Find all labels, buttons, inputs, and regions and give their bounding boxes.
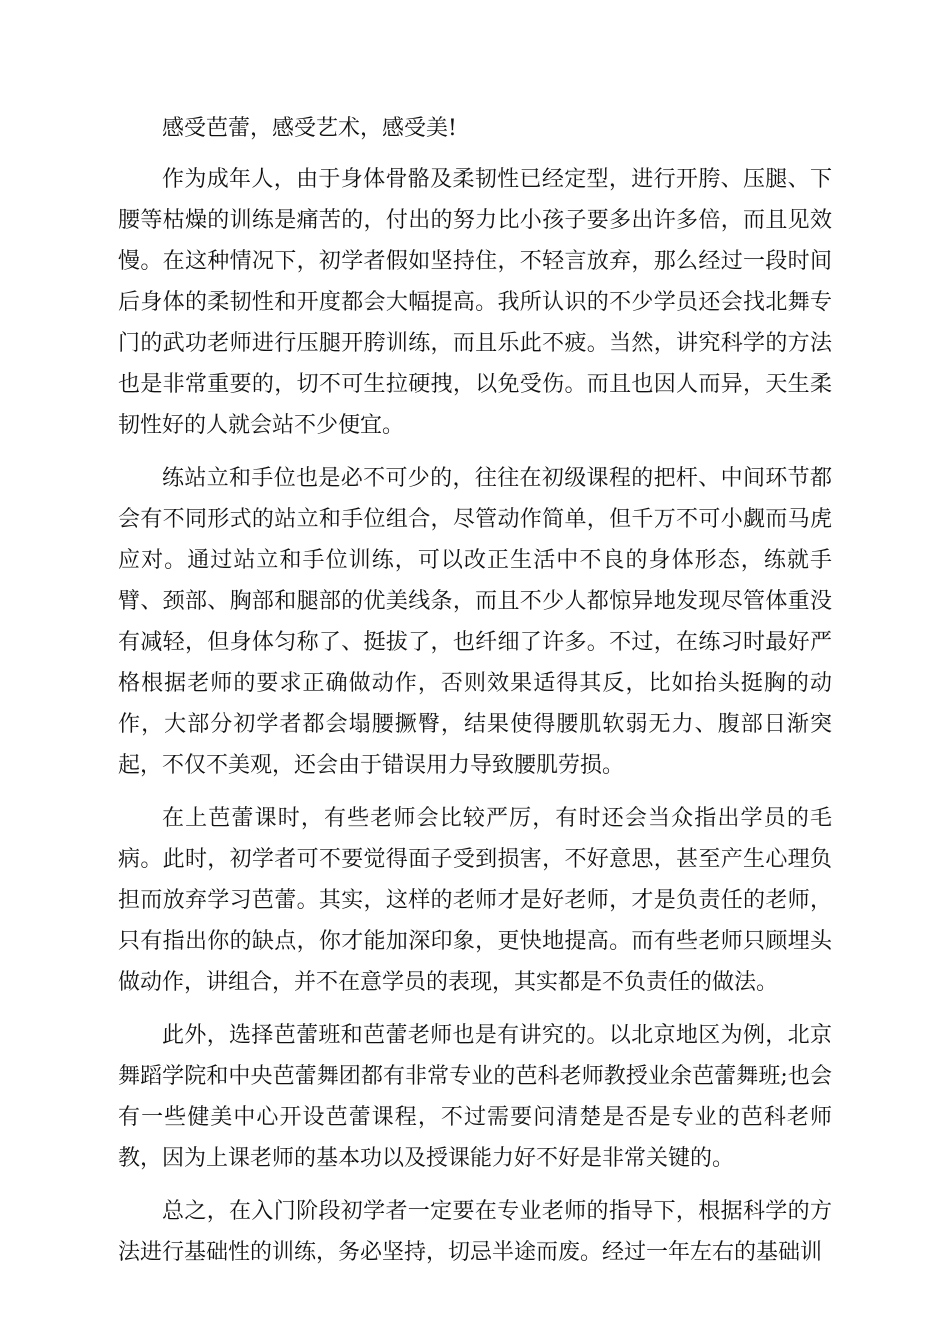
paragraph-choosing-class: 此外，选择芭蕾班和芭蕾老师也是有讲究的。以北京地区为例，北京舞蹈学院和中央芭蕾舞团都有非常专业的芭科老师教授业余芭蕾舞班;也会有一些健美中心开设芭蕾课程，不过需要问清楚是否是专业的芭科老师教，因为上课老师的基本功以及授课能力好不好是非常关键的。 bbox=[118, 1023, 832, 1171]
paragraph-standing-arm-positions: 练站立和手位也是必不可少的，往往在初级课程的把杆、中间环节都会有不同形式的站立和手位组合，尽管动作简单，但千万不可小觑而马虎应对。通过站立和手位训练，可以改正生活中不良的身体形态，练就手臂、颈部、胸部和腿部的优美线条，而且不少人都惊异地发现尽管体重没有减轻，但身体匀称了、挺拔了，也纤细了许多。不过，在练习时最好严格根据老师的要求正确做动作，否则效果适得其反，比如抬头挺胸的动作，大部分初学者都会塌腰撅臀，结果使得腰肌软弱无力、腹部日渐突起，不仅不美观，还会由于错误用力导致腰肌劳损。 bbox=[118, 466, 832, 778]
paragraph-conclusion: 总之，在入门阶段初学者一定要在专业老师的指导下，根据科学的方法进行基础性的训练，务必坚持，切忌半途而废。经过一年左右的基础训 bbox=[118, 1199, 832, 1265]
paragraph-strict-teachers: 在上芭蕾课时，有些老师会比较严厉，有时还会当众指出学员的毛病。此时，初学者可不要觉得面子受到损害，不好意思，甚至产生心理负担而放弃学习芭蕾。其实，这样的老师才是好老师，才是负责任的老师，只有指出你的缺点，你才能加深印象，更快地提高。而有些老师只顾埋头做动作，讲组合，并不在意学员的表现，其实都是不负责任的做法。 bbox=[118, 806, 832, 995]
article-body bbox=[118, 108, 832, 1285]
paragraph-heading-line: 感受芭蕾，感受艺术，感受美! bbox=[162, 116, 457, 141]
paragraph-flexibility-training: 作为成年人，由于身体骨骼及柔韧性已经定型，进行开胯、压腿、下腰等枯燥的训练是痛苦的，付出的努力比小孩子要多出许多倍，而且见效慢。在这种情况下，初学者假如坚持住，不轻言放弃，那么经过一段时间后身体的柔韧性和开度都会大幅提高。我所认识的不少学员还会找北舞专门的武功老师进行压腿开胯训练，而且乐此不疲。当然，讲究科学的方法也是非常重要的，切不可生拉硬拽，以免受伤。而且也因人而异，天生柔韧性好的人就会站不少便宜。 bbox=[118, 167, 832, 438]
